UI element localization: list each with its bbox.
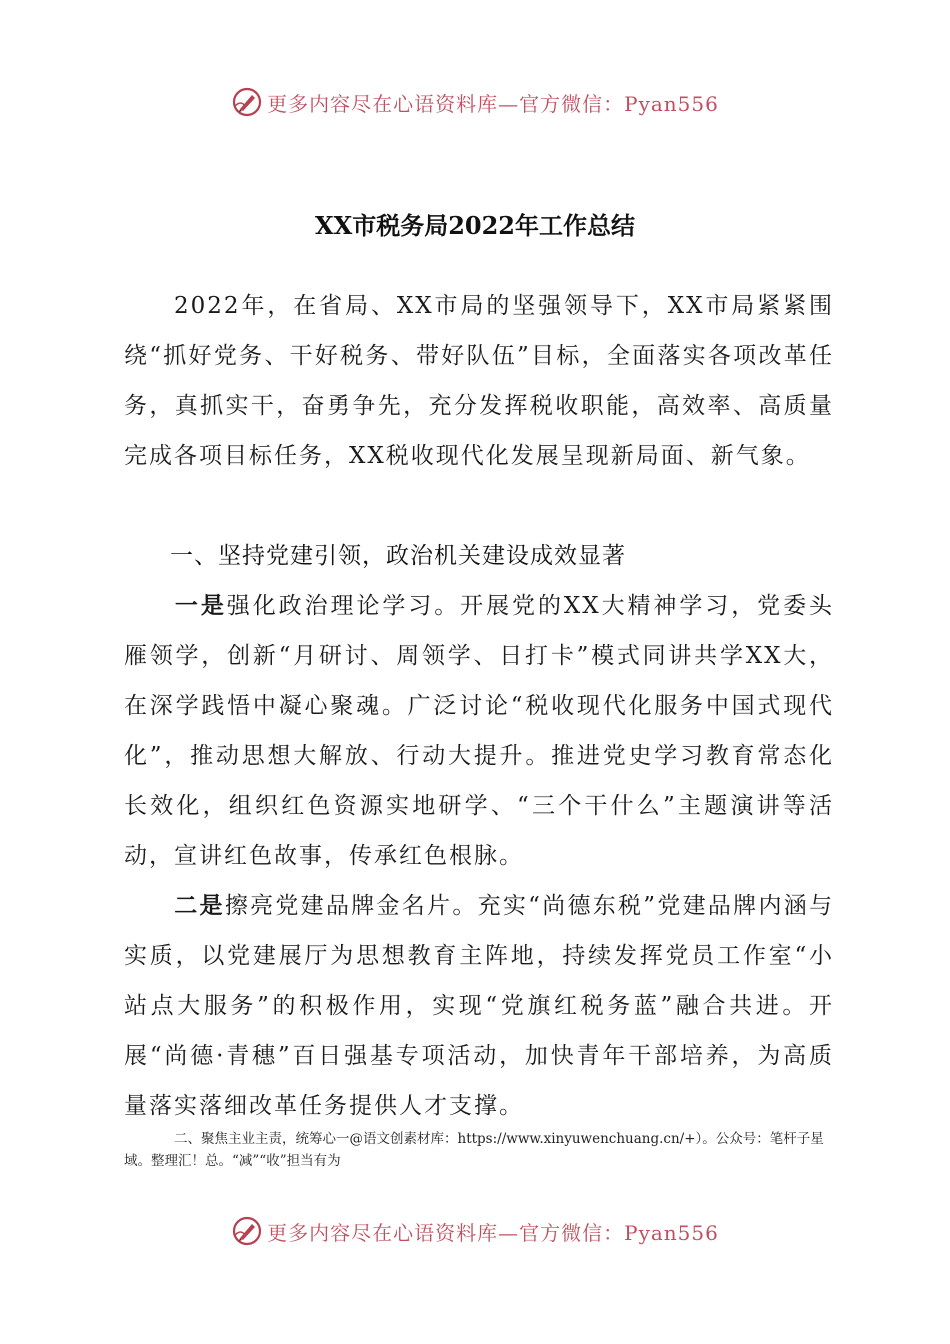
item-text-2: 擦亮党建品牌金名片。充实“尚德东税”党建品牌内涵与实质，以党建展厅为思想教育主阵地，持续发挥党员工作室“小站点大服务”的积极作用，实现“党旗红税务蓝”融合共进。开展“尚德·青穗”百日强基专项活动，加快青年干部培养，为高质量落实落细改革任务提供人才支撑。 — [124, 893, 834, 1119]
document-title: XX市税务局2022年工作总结 — [314, 211, 636, 240]
pen-logo-icon — [231, 1215, 263, 1247]
footer-watermark-banner — [0, 1211, 950, 1251]
item-paragraph-2 — [124, 881, 834, 1131]
item-lead-1: 一是 — [174, 593, 227, 619]
header-watermark-banner — [0, 82, 950, 122]
footnote-text: 二、聚焦主业主责，统筹心一@语文创素材库：https://www.xinyuwenchuang.cn/+）。公众号：笔杆子星域。整理汇！总。“减”“收”担当有为 — [124, 1131, 824, 1169]
section-heading: 一、坚持党建引领，政治机关建设成效显著 — [170, 543, 626, 569]
pen-logo-icon — [231, 86, 263, 118]
watermark-text: 更多内容尽在心语资料库—官方微信：Pyan556 — [267, 91, 719, 116]
item-text-1: 强化政治理论学习。开展党的XX大精神学习，党委头雁领学，创新“月研讨、周领学、日打卡”模式同讲共学XX大，在深学践悟中凝心聚魂。广泛讨论“税收现代化服务中国式现代化”，推动思想大解放、行动大提升。推进党史学习教育常态化长效化，组织红色资源实地研学、“三个干什么”主题演讲等活动，宣讲红色故事，传承红色根脉。 — [124, 593, 835, 869]
item-lead-2: 二是 — [174, 893, 225, 919]
item-paragraph-1 — [124, 581, 834, 881]
watermark-text: 更多内容尽在心语资料库—官方微信：Pyan556 — [267, 1220, 719, 1245]
intro-paragraph — [124, 281, 834, 481]
intro-text: 2022年，在省局、XX市局的坚强领导下，XX市局紧紧围绕“抓好党务、干好税务、带好队伍”目标，全面落实各项改革任务，真抓实干，奋勇争先，充分发挥税收职能，高效率、高质量完成各项目标任务，XX税收现代化发展呈现新局面、新气象。 — [124, 293, 834, 469]
